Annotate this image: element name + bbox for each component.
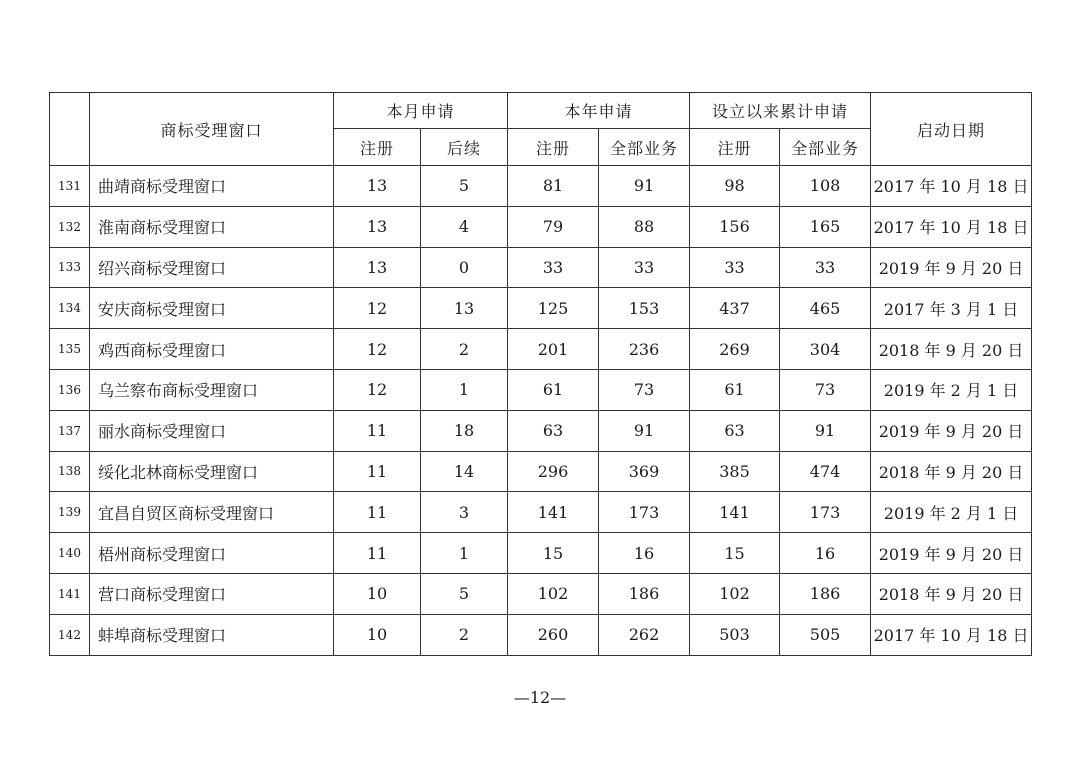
year-all-business-cell: 16 <box>599 533 690 574</box>
header-cumulative-registration: 注册 <box>690 129 780 166</box>
start-date-cell: 2019 年 2 月 1 日 <box>871 492 1032 533</box>
window-name: 绥化北林商标受理窗口 <box>90 451 334 492</box>
month-follow-up-cell: 0 <box>421 247 508 288</box>
row-index: 141 <box>50 573 90 614</box>
month-follow-up-cell: 1 <box>421 533 508 574</box>
table-row <box>50 369 1032 410</box>
cumulative-all-business-cell: 165 <box>780 206 871 247</box>
window-name: 安庆商标受理窗口 <box>90 288 334 329</box>
month-registration-cell: 10 <box>334 614 421 655</box>
month-registration-cell: 11 <box>334 410 421 451</box>
header-year-all-business: 全部业务 <box>599 129 690 166</box>
year-all-business-cell: 73 <box>599 369 690 410</box>
year-all-business-cell: 91 <box>599 410 690 451</box>
year-registration-cell: 296 <box>508 451 599 492</box>
start-date-cell: 2019 年 9 月 20 日 <box>871 533 1032 574</box>
month-registration-cell: 13 <box>334 247 421 288</box>
start-date-cell: 2017 年 10 月 18 日 <box>871 206 1032 247</box>
trademark-window-table <box>49 92 1032 656</box>
page-number: —12— <box>513 688 567 707</box>
header-month-registration: 注册 <box>334 129 421 166</box>
month-follow-up-cell: 5 <box>421 573 508 614</box>
window-name: 梧州商标受理窗口 <box>90 533 334 574</box>
header-month-follow-up: 后续 <box>421 129 508 166</box>
header-start-date: 启动日期 <box>871 93 1032 166</box>
table-row <box>50 451 1032 492</box>
month-registration-cell: 13 <box>334 166 421 207</box>
year-all-business-cell: 153 <box>599 288 690 329</box>
cumulative-registration-cell: 269 <box>690 329 780 370</box>
month-registration-cell: 12 <box>334 329 421 370</box>
cumulative-all-business-cell: 465 <box>780 288 871 329</box>
cumulative-registration-cell: 33 <box>690 247 780 288</box>
table-row <box>50 573 1032 614</box>
month-follow-up-cell: 13 <box>421 288 508 329</box>
row-index: 138 <box>50 451 90 492</box>
table-row <box>50 410 1032 451</box>
cumulative-registration-cell: 61 <box>690 369 780 410</box>
cumulative-registration-cell: 98 <box>690 166 780 207</box>
cumulative-registration-cell: 385 <box>690 451 780 492</box>
cumulative-all-business-cell: 108 <box>780 166 871 207</box>
month-follow-up-cell: 5 <box>421 166 508 207</box>
window-name: 宜昌自贸区商标受理窗口 <box>90 492 334 533</box>
cumulative-registration-cell: 503 <box>690 614 780 655</box>
year-all-business-cell: 91 <box>599 166 690 207</box>
month-follow-up-cell: 2 <box>421 614 508 655</box>
row-index: 137 <box>50 410 90 451</box>
table-row <box>50 492 1032 533</box>
month-follow-up-cell: 4 <box>421 206 508 247</box>
row-index: 139 <box>50 492 90 533</box>
table-body <box>50 166 1032 656</box>
row-index: 142 <box>50 614 90 655</box>
cumulative-registration-cell: 437 <box>690 288 780 329</box>
window-name: 营口商标受理窗口 <box>90 573 334 614</box>
header-window: 商标受理窗口 <box>90 93 334 166</box>
window-name: 鸡西商标受理窗口 <box>90 329 334 370</box>
year-registration-cell: 79 <box>508 206 599 247</box>
cumulative-all-business-cell: 33 <box>780 247 871 288</box>
month-registration-cell: 11 <box>334 451 421 492</box>
start-date-cell: 2018 年 9 月 20 日 <box>871 329 1032 370</box>
table-row <box>50 533 1032 574</box>
month-follow-up-cell: 18 <box>421 410 508 451</box>
year-registration-cell: 125 <box>508 288 599 329</box>
month-registration-cell: 12 <box>334 288 421 329</box>
year-registration-cell: 81 <box>508 166 599 207</box>
start-date-cell: 2017 年 10 月 18 日 <box>871 614 1032 655</box>
cumulative-all-business-cell: 505 <box>780 614 871 655</box>
start-date-cell: 2017 年 3 月 1 日 <box>871 288 1032 329</box>
row-index: 133 <box>50 247 90 288</box>
header-index <box>50 93 90 166</box>
cumulative-registration-cell: 141 <box>690 492 780 533</box>
header-this-year: 本年申请 <box>508 93 690 129</box>
row-index: 136 <box>50 369 90 410</box>
month-follow-up-cell: 2 <box>421 329 508 370</box>
cumulative-registration-cell: 156 <box>690 206 780 247</box>
year-all-business-cell: 88 <box>599 206 690 247</box>
table-row <box>50 206 1032 247</box>
row-index: 132 <box>50 206 90 247</box>
header-cumulative: 设立以来累计申请 <box>690 93 871 129</box>
row-index: 134 <box>50 288 90 329</box>
cumulative-all-business-cell: 474 <box>780 451 871 492</box>
row-index: 140 <box>50 533 90 574</box>
month-registration-cell: 11 <box>334 492 421 533</box>
cumulative-all-business-cell: 304 <box>780 329 871 370</box>
year-registration-cell: 61 <box>508 369 599 410</box>
cumulative-all-business-cell: 73 <box>780 369 871 410</box>
month-follow-up-cell: 3 <box>421 492 508 533</box>
start-date-cell: 2018 年 9 月 20 日 <box>871 451 1032 492</box>
cumulative-registration-cell: 15 <box>690 533 780 574</box>
window-name: 曲靖商标受理窗口 <box>90 166 334 207</box>
year-registration-cell: 102 <box>508 573 599 614</box>
header-cumulative-all-business: 全部业务 <box>780 129 871 166</box>
window-name: 蚌埠商标受理窗口 <box>90 614 334 655</box>
month-registration-cell: 11 <box>334 533 421 574</box>
header-year-registration: 注册 <box>508 129 599 166</box>
start-date-cell: 2018 年 9 月 20 日 <box>871 573 1032 614</box>
window-name: 绍兴商标受理窗口 <box>90 247 334 288</box>
table-row <box>50 247 1032 288</box>
month-registration-cell: 12 <box>334 369 421 410</box>
row-index: 135 <box>50 329 90 370</box>
year-all-business-cell: 236 <box>599 329 690 370</box>
year-registration-cell: 201 <box>508 329 599 370</box>
month-registration-cell: 10 <box>334 573 421 614</box>
cumulative-all-business-cell: 186 <box>780 573 871 614</box>
cumulative-all-business-cell: 16 <box>780 533 871 574</box>
header-row-1 <box>50 93 1032 129</box>
year-registration-cell: 63 <box>508 410 599 451</box>
cumulative-registration-cell: 63 <box>690 410 780 451</box>
window-name: 丽水商标受理窗口 <box>90 410 334 451</box>
table-row <box>50 166 1032 207</box>
year-all-business-cell: 369 <box>599 451 690 492</box>
table-row <box>50 329 1032 370</box>
month-registration-cell: 13 <box>334 206 421 247</box>
window-name: 乌兰察布商标受理窗口 <box>90 369 334 410</box>
month-follow-up-cell: 14 <box>421 451 508 492</box>
row-index: 131 <box>50 166 90 207</box>
year-all-business-cell: 173 <box>599 492 690 533</box>
year-all-business-cell: 33 <box>599 247 690 288</box>
start-date-cell: 2017 年 10 月 18 日 <box>871 166 1032 207</box>
cumulative-registration-cell: 102 <box>690 573 780 614</box>
table-row <box>50 614 1032 655</box>
year-registration-cell: 33 <box>508 247 599 288</box>
cumulative-all-business-cell: 91 <box>780 410 871 451</box>
year-registration-cell: 141 <box>508 492 599 533</box>
year-all-business-cell: 186 <box>599 573 690 614</box>
cumulative-all-business-cell: 173 <box>780 492 871 533</box>
year-all-business-cell: 262 <box>599 614 690 655</box>
start-date-cell: 2019 年 2 月 1 日 <box>871 369 1032 410</box>
window-name: 淮南商标受理窗口 <box>90 206 334 247</box>
start-date-cell: 2019 年 9 月 20 日 <box>871 410 1032 451</box>
month-follow-up-cell: 1 <box>421 369 508 410</box>
year-registration-cell: 260 <box>508 614 599 655</box>
table-row <box>50 288 1032 329</box>
header-this-month: 本月申请 <box>334 93 508 129</box>
start-date-cell: 2019 年 9 月 20 日 <box>871 247 1032 288</box>
year-registration-cell: 15 <box>508 533 599 574</box>
